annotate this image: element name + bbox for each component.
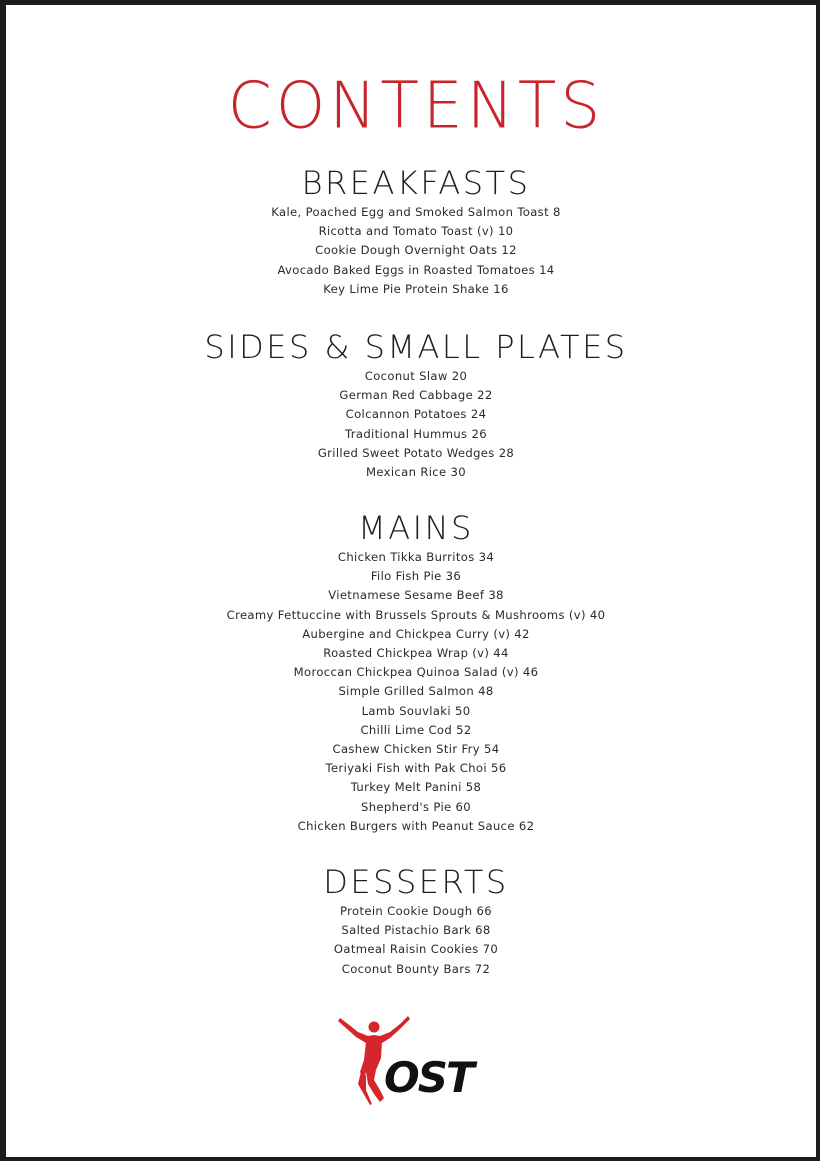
contents-entry: Lamb Souvlaki 50 [361, 703, 471, 718]
document-page [6, 5, 816, 1157]
logo-text: OST [384, 1053, 473, 1102]
contents-entry: Coconut Bounty Bars 72 [341, 961, 491, 976]
contents-entry: Shepherd's Pie 60 [361, 799, 471, 814]
contents-entry: Grilled Sweet Potato Wedges 28 [317, 445, 515, 460]
page-title: CONTENTS [227, 68, 605, 143]
contents-entry: Salted Pistachio Bark 68 [341, 923, 491, 938]
section-items [6, 548, 816, 836]
section-heading: DESSERTS [323, 863, 509, 901]
section-items [6, 902, 816, 979]
contents-entry: Cashew Chicken Stir Fry 54 [332, 742, 500, 757]
contents-entry: Moroccan Chickpea Quinoa Salad (v) 46 [293, 665, 539, 680]
contents-entry: Turkey Melt Panini 58 [350, 780, 482, 795]
section-sides-small-plates [6, 327, 816, 482]
contents-entry: Filo Fish Pie 36 [370, 569, 462, 584]
section-heading: SIDES & SMALL PLATES [204, 328, 628, 366]
section-items [6, 203, 816, 299]
section-heading: MAINS [358, 509, 474, 547]
contents-entry: Kale, Poached Egg and Smoked Salmon Toast 8 [271, 205, 561, 219]
contents-entry: Colcannon Potatoes 24 [345, 407, 487, 422]
contents-entry: Creamy Fettuccine with Brussels Sprouts & Mushrooms (v) 40 [226, 607, 606, 622]
contents-entry: Avocado Baked Eggs in Roasted Tomatoes 14 [277, 262, 555, 277]
section-mains [6, 508, 816, 836]
contents-entry: Ricotta and Tomato Toast (v) 10 [318, 224, 514, 239]
contents-entry: Traditional Hummus 26 [345, 426, 487, 441]
section-breakfasts [6, 163, 816, 299]
contents-entry: Aubergine and Chickpea Curry (v) 42 [302, 626, 530, 641]
contents-entry: Key Lime Pie Protein Shake 16 [323, 281, 509, 296]
contents-entry: Mexican Rice 30 [366, 465, 466, 480]
contents-entry: German Red Cabbage 22 [339, 388, 493, 403]
section-items [6, 367, 816, 482]
contents-entry: Teriyaki Fish with Pak Choi 56 [325, 761, 507, 776]
contents-entry: Simple Grilled Salmon 48 [338, 684, 494, 699]
contents-entry: Oatmeal Raisin Cookies 70 [333, 942, 499, 957]
contents-entry: Cookie Dough Overnight Oats 12 [315, 243, 517, 258]
brand-logo [336, 1010, 496, 1110]
section-desserts [6, 862, 816, 979]
contents-entry: Protein Cookie Dough 66 [340, 904, 492, 918]
contents-entry: Chilli Lime Cod 52 [360, 722, 472, 737]
contents-entry: Vietnamese Sesame Beef 38 [328, 588, 504, 603]
contents-entry: Coconut Slaw 20 [364, 369, 468, 383]
section-heading: BREAKFASTS [301, 164, 531, 202]
contents-entry: Chicken Burgers with Peanut Sauce 62 [297, 818, 535, 833]
contents-entry: Roasted Chickpea Wrap (v) 44 [323, 646, 509, 661]
contents-entry: Chicken Tikka Burritos 34 [337, 550, 495, 564]
